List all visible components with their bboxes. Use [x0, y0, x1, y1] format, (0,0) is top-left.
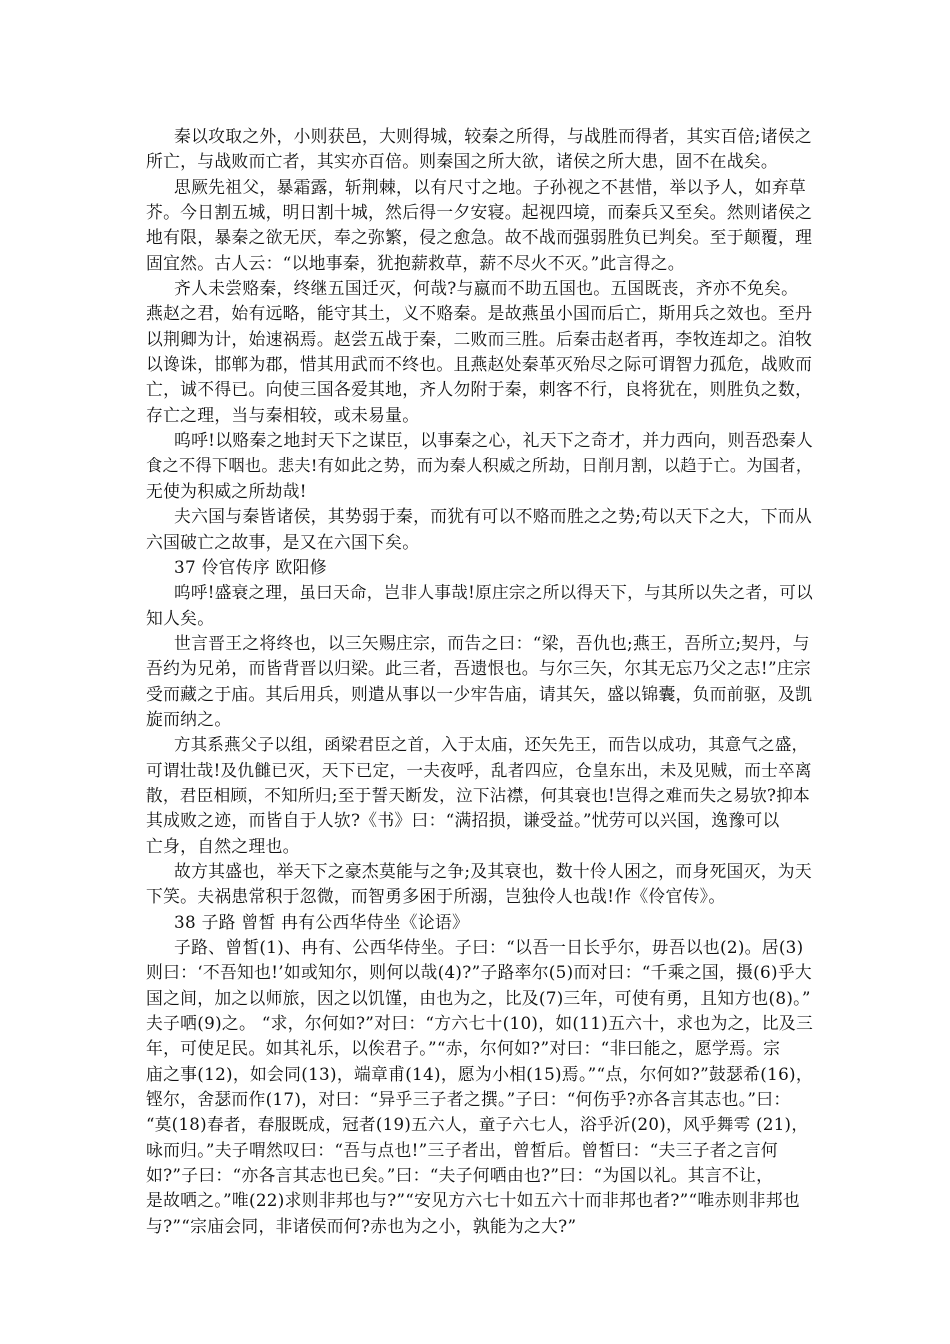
text-line: 知人矣。: [146, 607, 215, 628]
text-line: 37 伶官传序 欧阳修: [174, 556, 327, 577]
text-line: 子路、曾皙(1)、冉有、公西华侍坐。子曰：“以吾一日长乎尔，毋吾以也(2)。居(3): [174, 937, 804, 957]
text-line: 庙之事(12)，如会同(13)，端章甫(14)，愿为小相(15)焉。”“点，尔何如?”鼓瑟希(16)，: [146, 1063, 813, 1084]
text-line: 固宜然。古人云：“以地事秦，犹抱薪救草，薪不尽火不灭。”此言得之。: [146, 252, 685, 273]
text-line: 受而藏之于庙。其后用兵，则遣从事以一少牢告庙，请其矢，盛以锦囊，负而前驱，及凯: [146, 683, 813, 704]
document-page: [146, 124, 814, 1239]
text-line: 其成败之迹，而皆自于人欤?《书》曰：“满招损，谦受益。”忧劳可以兴国，逸豫可以: [146, 810, 780, 831]
text-line: 吾约为兄弟，而皆背晋以归梁。此三者，吾遗恨也。与尔三矢，尔其无忘乃父之志!”庄宗: [146, 658, 812, 679]
text-line: 地有限，暴秦之欲无厌，奉之弥繁，侵之愈急。故不战而强弱胜负已判矣。至于颠覆，理: [146, 227, 813, 248]
text-line: 则曰：‘不吾知也!’如或知尔，则何以哉(4)?”子路率尔(5)而对曰：“千乘之国，摄(6)乎大: [146, 962, 812, 983]
text-line: 国之间，加之以师旅，因之以饥馑，由也为之，比及(7)三年，可使有勇，且知方也(8)。”: [146, 987, 811, 1008]
text-line: 思厥先祖父，暴霜露，斩荆棘，以有尺寸之地。子孙视之不甚惜，举以予人，如弃草: [174, 176, 807, 197]
text-line: 年，可使足民。如其礼乐，以俟君子。”“赤，尔何如?”对曰：“非曰能之，愿学焉。宗: [146, 1038, 781, 1059]
text-line: 亡身，自然之理也。: [146, 835, 300, 856]
text-line: 可谓壮哉!及仇雠已灭，天下已定，一夫夜呼，乱者四应，仓皇东出，未及见贼，而士卒离: [146, 760, 812, 780]
text-line: 下笑。夫祸患常积于忽微，而智勇多困于所溺，岂独伶人也哉!作《伶官传》。: [146, 886, 726, 907]
text-line: 所亡，与战败而亡者，其实亦百倍。则秦国之所大欲，诸侯之所大患，固不在战矣。: [146, 151, 779, 172]
text-line: 与?”“宗庙会同，非诸侯而何?赤也为之小，孰能为之大?”: [146, 1215, 577, 1236]
text-line: 散，君臣相顾，不知所归;至于誓天断发，泣下沾襟，何其衰也!岂得之难而失之易欤?抑本: [146, 785, 811, 805]
text-line: 铿尔，舍瑟而作(17)，对曰：“异乎三子者之撰。”子曰：“何伤乎?亦各言其志也。”曰：: [146, 1089, 791, 1110]
text-line: 亡，诚不得已。向使三国各爱其地，齐人勿附于秦，刺客不行，良将犹在，则胜负之数，: [146, 379, 813, 400]
text-line: 故方其盛也，举天下之豪杰莫能与之争;及其衰也，数十伶人困之，而身死国灭，为天: [174, 860, 812, 881]
text-line: 如?”子曰：“亦各言其志也已矣。”曰：“夫子何哂由也?”曰：“为国以礼。其言不让，: [146, 1165, 774, 1186]
text-line: 旋而纳之。: [146, 708, 232, 729]
text-line: 呜呼!盛衰之理，虽曰天命，岂非人事哉!原庄宗之所以得天下，与其所以失之者，可以: [174, 583, 814, 603]
text-line: 方其系燕父子以组，函梁君臣之首，入于太庙，还矢先王，而告以成功，其意气之盛，: [174, 735, 809, 755]
text-line: 咏而归。”夫子喟然叹曰：“吾与点也!”三子者出，曾皙后。曾皙曰：“夫三子者之言何: [146, 1139, 779, 1160]
text-line: 夫子哂(9)之。 “求，尔何如?”对曰：“方六七十(10)，如(11)五六十，求也为之，比及三: [146, 1013, 814, 1034]
text-line: 食之不得下咽也。悲夫!有如此之势，而为秦人积威之所劫，日削月割，以趋于亡。为国者，: [146, 456, 813, 476]
text-line: “莫(18)春者，春服既成，冠者(19)五六人，童子六七人，浴乎沂(20)，风乎舞雩 (21)，: [146, 1115, 809, 1135]
text-line: 是故哂之。”唯(22)求则非邦也与?”“安见方六七十如五六十而非邦也者?”“唯赤则非邦也: [146, 1190, 800, 1211]
text-line: 存亡之理，当与秦相较，或未易量。: [146, 404, 420, 425]
text-line: 以荆卿为计，始速祸焉。赵尝五战于秦，二败而三胜。后秦击赵者再，李牧连却之。洎牧: [146, 328, 813, 349]
text-line: 呜呼!以赂秦之地封天下之谋臣，以事秦之心，礼天下之奇才，并力西向，则吾恐秦人: [174, 430, 814, 451]
text-line: 燕赵之君，始有远略，能守其土，义不赂秦。是故燕虽小国而后亡，斯用兵之效也。至丹: [146, 303, 813, 324]
text-line: 六国破亡之故事，是又在六国下矣。: [146, 531, 420, 552]
text-line: 38 子路 曾皙 冉有公西华侍坐《论语》: [174, 911, 470, 932]
text-line: 以谗诛，邯郸为郡，惜其用武而不终也。且燕赵处秦革灭殆尽之际可谓智力孤危，战败而: [146, 354, 813, 375]
text-line: 芥。今日割五城，明日割十城，然后得一夕安寝。起视四境，而秦兵又至矣。然则诸侯之: [146, 202, 813, 223]
text-line: 秦以攻取之外，小则获邑，大则得城，较秦之所得，与战胜而得者，其实百倍;诸侯之: [174, 126, 812, 146]
text-line: 齐人未尝赂秦，终继五国迁灭，何哉?与嬴而不助五国也。五国既丧，齐亦不免矣。: [174, 278, 799, 299]
text-line: 世言晋王之将终也，以三矢赐庄宗，而告之曰：“梁，吾仇也;燕王，吾所立;契丹，与: [174, 632, 810, 653]
text-line: 无使为积威之所劫哉!: [146, 480, 307, 501]
text-line: 夫六国与秦皆诸侯，其势弱于秦，而犹有可以不赂而胜之之势;苟以天下之大，下而从: [174, 506, 812, 527]
